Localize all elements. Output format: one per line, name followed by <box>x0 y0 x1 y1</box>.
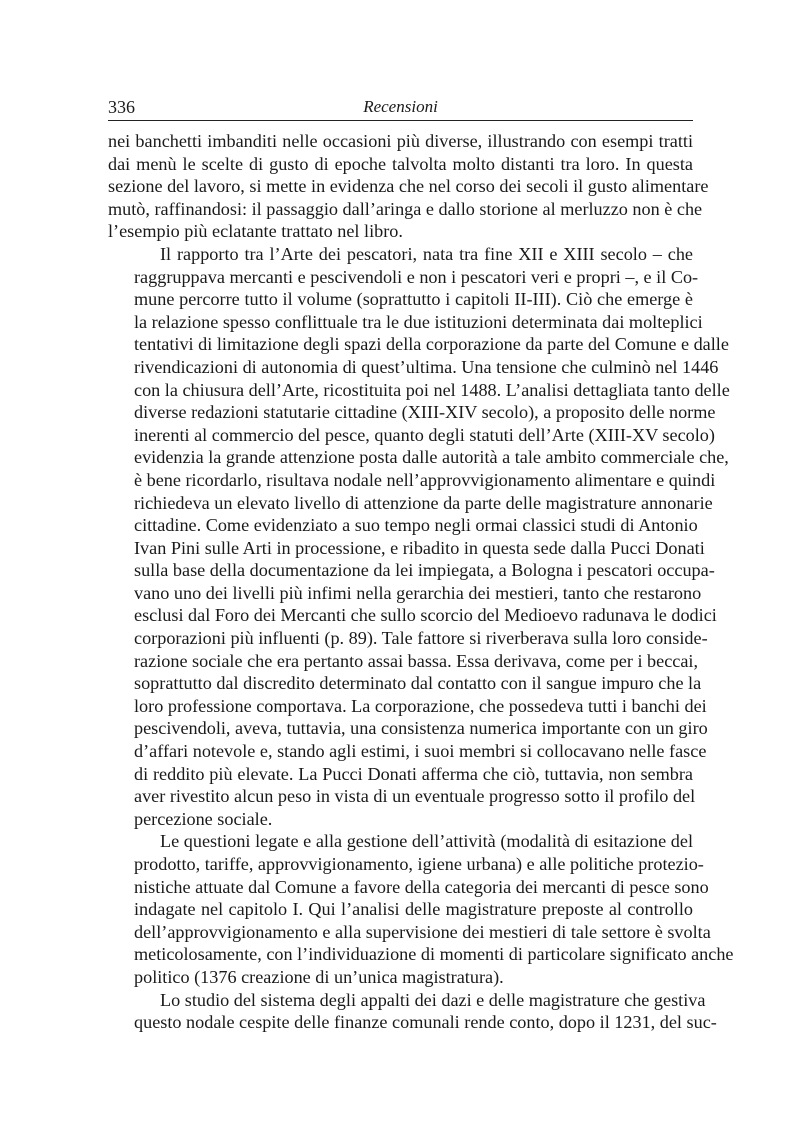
text-line: evidenzia la grande attenzione posta dalle autorità a tale ambito commerciale che, <box>134 447 729 468</box>
text-line: prodotto, tariffe, approvvigionamento, igiene urbana) e alle politiche protezio- <box>134 854 704 874</box>
text-line: corporazioni più influenti (p. 89). Tale fattore si riverberava sulla loro conside- <box>134 628 708 649</box>
paragraph <box>108 830 734 988</box>
text-line: Le questioni legate e alla gestione dell’attività (modalità di esitazione del <box>160 831 693 852</box>
text-line: meticolosamente, con l’individuazione di momenti di particolare significato anche <box>134 944 734 965</box>
paragraph <box>108 243 730 830</box>
text-line: pescivendoli, aveva, tuttavia, una consistenza numerica importante con un giro <box>134 718 708 739</box>
text-line: diverse redazioni statutarie cittadine (XIII-XIV secolo), a proposito delle norme <box>134 402 716 423</box>
text-line: percezione sociale. <box>134 808 273 829</box>
text-line: vano uno dei livelli più infimi nella gerarchia dei mestieri, tanto che restarono <box>134 582 702 603</box>
text-line: d’affari notevole e, stando agli estimi, i suoi membri si collocavano nelle fasce <box>134 741 707 762</box>
text-line: dai menù le scelte di gusto di epoche talvolta molto distanti tra loro. In questa <box>108 153 693 174</box>
text-line: loro professione comportava. La corporazione, che possedeva tutti i banchi dei <box>134 695 707 716</box>
body-text <box>108 130 734 1034</box>
page-number: 336 <box>108 97 135 117</box>
text-line: sezione del lavoro, si mette in evidenza che nel corso dei secoli il gusto alimentare <box>108 176 709 197</box>
text-line: politico (1376 creazione di un’unica magistratura). <box>134 966 504 987</box>
text-line: aver rivestito alcun peso in vista di un eventuale progresso sotto il profilo del <box>134 786 696 807</box>
text-line: soprattutto dal discredito determinato dal contatto con il sangue impuro che la <box>134 673 702 694</box>
text-line: indagate nel capitolo I. Qui l’analisi delle magistrature preposte al controllo <box>134 899 693 920</box>
text-line: mutò, raffinandosi: il passaggio dall’aringa e dallo storione al merluzzo non è che <box>108 198 703 219</box>
text-line: nistiche attuate dal Comune a favore della categoria dei mercanti di pesce sono <box>134 876 709 897</box>
running-head <box>108 96 693 121</box>
text-line: sulla base della documentazione da lei impiegata, a Bologna i pescatori occupa- <box>134 560 715 581</box>
text-line: dell’approvvigionamento e alla supervisione dei mestieri di tale settore è svolta <box>134 921 711 942</box>
section-title: Recensioni <box>363 97 438 116</box>
paragraph <box>108 989 717 1034</box>
text-line: questo nodale cespite delle finanze comunali rende conto, dopo il 1231, del suc- <box>134 1012 717 1033</box>
text-line: cittadine. Come evidenziato a suo tempo negli ormai classici studi di Antonio <box>134 515 698 536</box>
text-line: raggruppava mercanti e pescivendoli e non i pescatori veri e propri –, e il Co- <box>134 266 699 287</box>
text-line: tentativi di limitazione degli spazi della corporazione da parte del Comune e dalle <box>134 334 729 355</box>
text-line: richiedeva un elevato livello di attenzione da parte delle magistrature annonarie <box>134 492 713 513</box>
text-line: nei banchetti imbanditi nelle occasioni più diverse, illustrando con esempi tratti <box>108 131 693 151</box>
text-line: con la chiusura dell’Arte, ricostituita poi nel 1488. L’analisi dettagliata tanto delle <box>134 379 730 400</box>
text-line: rivendicazioni di autonomia di quest’ultima. Una tensione che culminò nel 1446 <box>134 356 719 377</box>
text-line: la relazione spesso conflittuale tra le due istituzioni determinata dai molteplici <box>134 311 703 332</box>
text-line: l’esempio più eclatante trattato nel libro. <box>108 221 403 242</box>
text-line: esclusi dal Foro dei Mercanti che sullo scorcio del Medioevo radunava le dodici <box>134 605 717 626</box>
text-line: Ivan Pini sulle Arti in processione, e ribadito in questa sede dalla Pucci Donati <box>134 537 705 558</box>
text-line: mune percorre tutto il volume (soprattutto i capitoli II-III). Ciò che emerge è <box>134 289 693 310</box>
text-line: è bene ricordarlo, risultava nodale nell’approvvigionamento alimentare e quindi <box>134 469 716 490</box>
paragraph <box>108 130 709 243</box>
text-line: Il rapporto tra l’Arte dei pescatori, nata tra fine XII e XIII secolo – che <box>160 243 693 264</box>
text-line: razione sociale che era pertanto assai bassa. Essa derivava, come per i beccai, <box>134 650 699 671</box>
text-line: di reddito più elevate. La Pucci Donati afferma che ciò, tuttavia, non sembra <box>134 763 693 784</box>
text-line: Lo studio del sistema degli appalti dei dazi e delle magistrature che gestiva <box>160 989 706 1010</box>
text-line: inerenti al commercio del pesce, quanto degli statuti dell’Arte (XIII-XV secolo) <box>134 424 715 445</box>
